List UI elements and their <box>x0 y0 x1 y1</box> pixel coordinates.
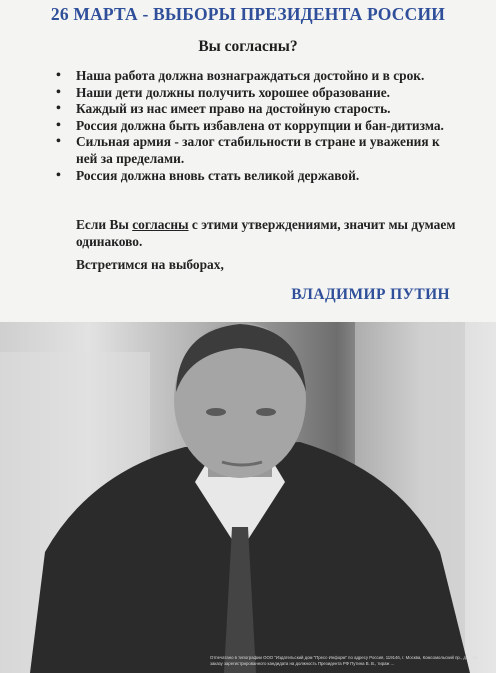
list-item: • Россия должна вновь стать великой державой. <box>56 168 456 185</box>
list-item: • Наши дети должны получить хорошее образование. <box>56 85 456 102</box>
agreement-paragraph <box>76 216 456 250</box>
portrait-photo <box>0 322 496 673</box>
signature: ВЛАДИМИР ПУТИН <box>291 286 450 303</box>
meet-at-elections-text: Встретимся на выборах, <box>76 257 224 272</box>
list-item: • Россия должна быть избавлена от коррупции и бан-дитизма. <box>56 118 456 135</box>
agreement-text-start: Если Вы <box>76 217 133 232</box>
portrait-illustration <box>0 322 496 673</box>
question-heading: Вы согласны? <box>198 38 298 55</box>
list-item: • Каждый из нас имеет право на достойную старость. <box>56 101 456 118</box>
print-imprint: Отпечатано в типографии ООО "Издательский дом "Пресс-Информ" по адресу Россия, 119146, г. Москва, Комсомольский пр., д. ... по заказу зарегистрированного кандидата на должность Президента РФ Путина В. В., тираж ... <box>210 655 478 666</box>
list-item: • Наша работа должна вознаграждаться достойно и в срок. <box>56 68 456 85</box>
list-item: • Сильная армия - залог стабильности в стране и уважения к ней за пределами. <box>56 134 456 167</box>
agreement-text-end: с этими утверждениями, значит мы думаем одинаково. <box>76 217 456 249</box>
agree-word: согласны <box>132 217 189 232</box>
statement-list <box>56 68 456 184</box>
page-title: 26 МАРТА - ВЫБОРЫ ПРЕЗИДЕНТА РОССИИ <box>50 4 446 24</box>
